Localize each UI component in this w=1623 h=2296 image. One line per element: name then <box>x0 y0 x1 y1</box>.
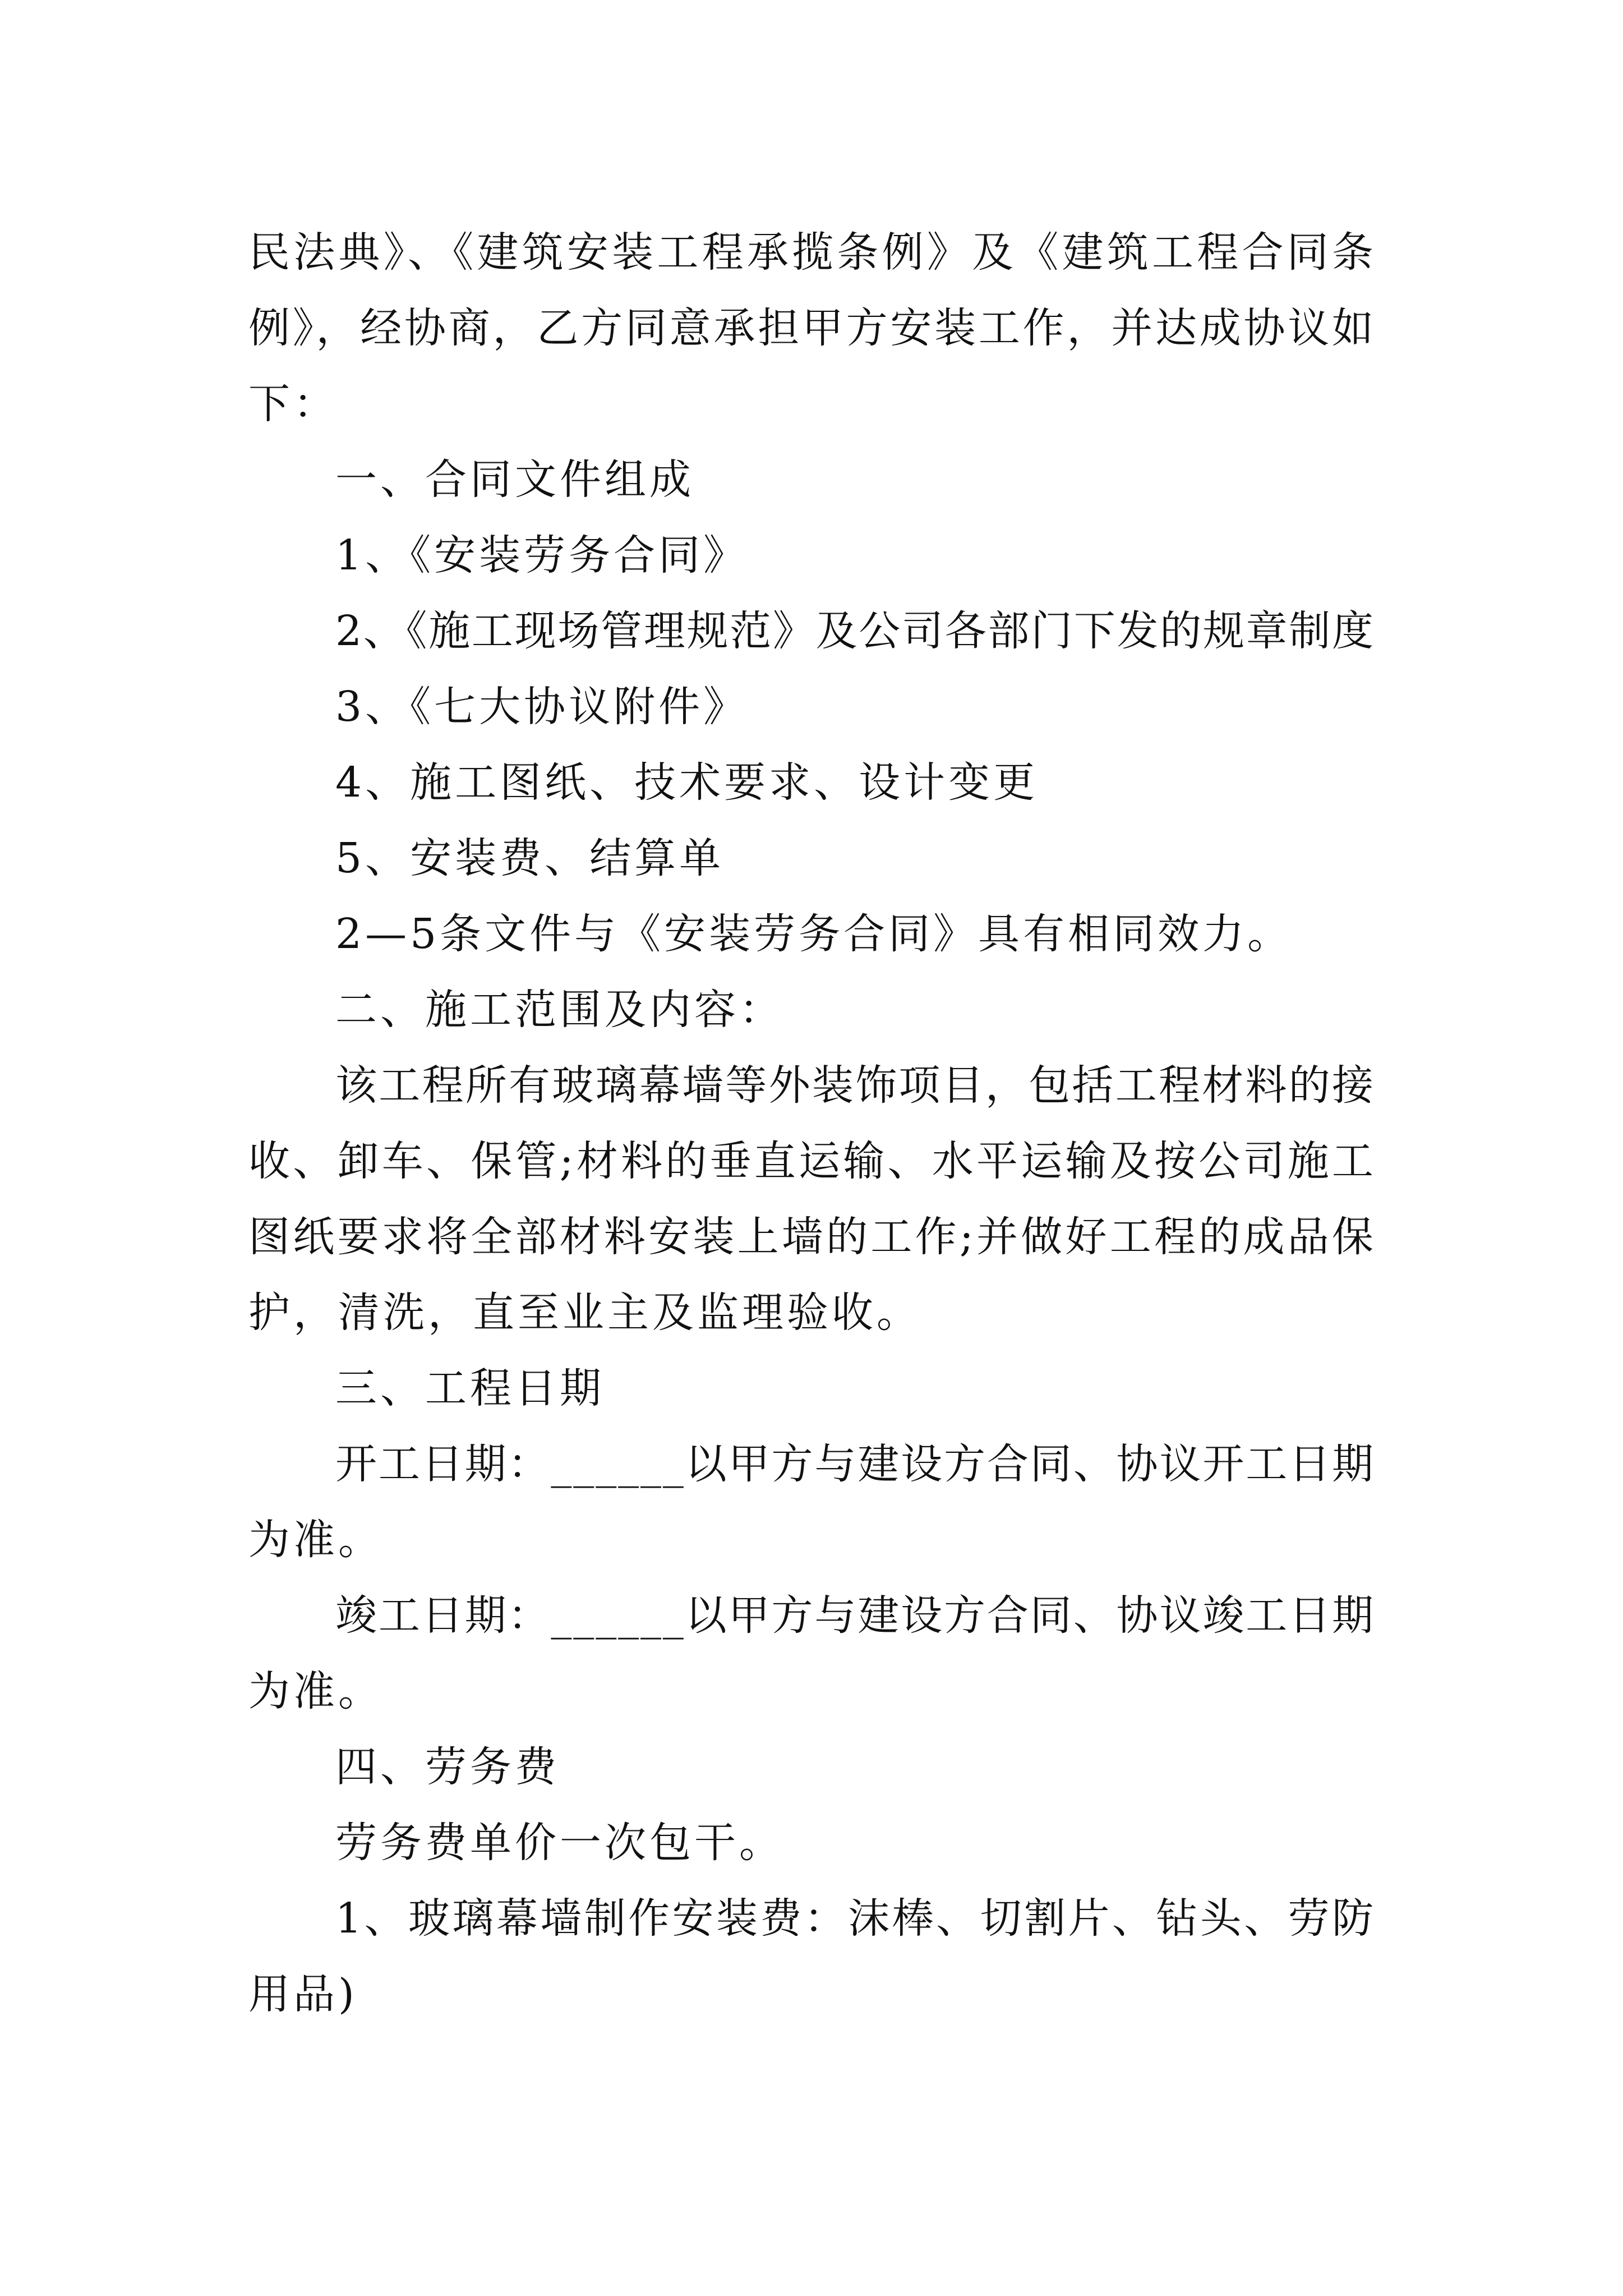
text-line: 劳务费单价一次包干。 <box>335 1819 784 1867</box>
list-item: 2、《施工现场管理规范》及公司各部门下发的规章制度 <box>335 607 1375 655</box>
text-line: 为准。 <box>248 1516 383 1564</box>
text-line: 该工程所有玻璃幕墙等外装饰项目，包括工程材料的接 <box>335 1061 1376 1110</box>
text-line: 开工日期：______以甲方与建设方合同、协议开工日期 <box>335 1440 1375 1488</box>
section-heading: 二、施工范围及内容： <box>335 986 784 1034</box>
text-line: 2—5条文件与《安装劳务合同》具有相同效力。 <box>335 910 1293 958</box>
text-line: 用品) <box>248 1970 358 2018</box>
list-item: 3、《七大协议附件》 <box>335 683 749 731</box>
text-line: 例》，经协商，乙方同意承担甲方安装工作，并达成协议如 <box>248 304 1376 352</box>
text-line: 下： <box>248 380 338 428</box>
text-line: 收、卸车、保管;材料的垂直运输、水平运输及按公司施工 <box>248 1137 1377 1185</box>
section-heading: 三、工程日期 <box>335 1364 605 1412</box>
list-item: 5、安装费、结算单 <box>335 834 725 882</box>
text-line: 竣工日期：______以甲方与建设方合同、协议竣工日期 <box>335 1591 1375 1640</box>
section-heading: 一、合同文件组成 <box>335 455 694 504</box>
section-heading: 四、劳务费 <box>335 1743 560 1791</box>
list-item: 1、《安装劳务合同》 <box>335 531 749 579</box>
text-line: 为准。 <box>248 1667 383 1715</box>
list-item: 1、玻璃幕墙制作安装费：沫棒、切割片、钻头、劳防 <box>335 1894 1376 1943</box>
text-line: 护，清洗，直至业主及监理验收。 <box>248 1289 921 1337</box>
list-item: 4、施工图纸、技术要求、设计变更 <box>335 758 1039 807</box>
text-line: 民法典》、《建筑安装工程承揽条例》及《建筑工程合同条 <box>248 228 1377 277</box>
text-line: 图纸要求将全部材料安装上墙的工作;并做好工程的成品保 <box>248 1213 1377 1261</box>
